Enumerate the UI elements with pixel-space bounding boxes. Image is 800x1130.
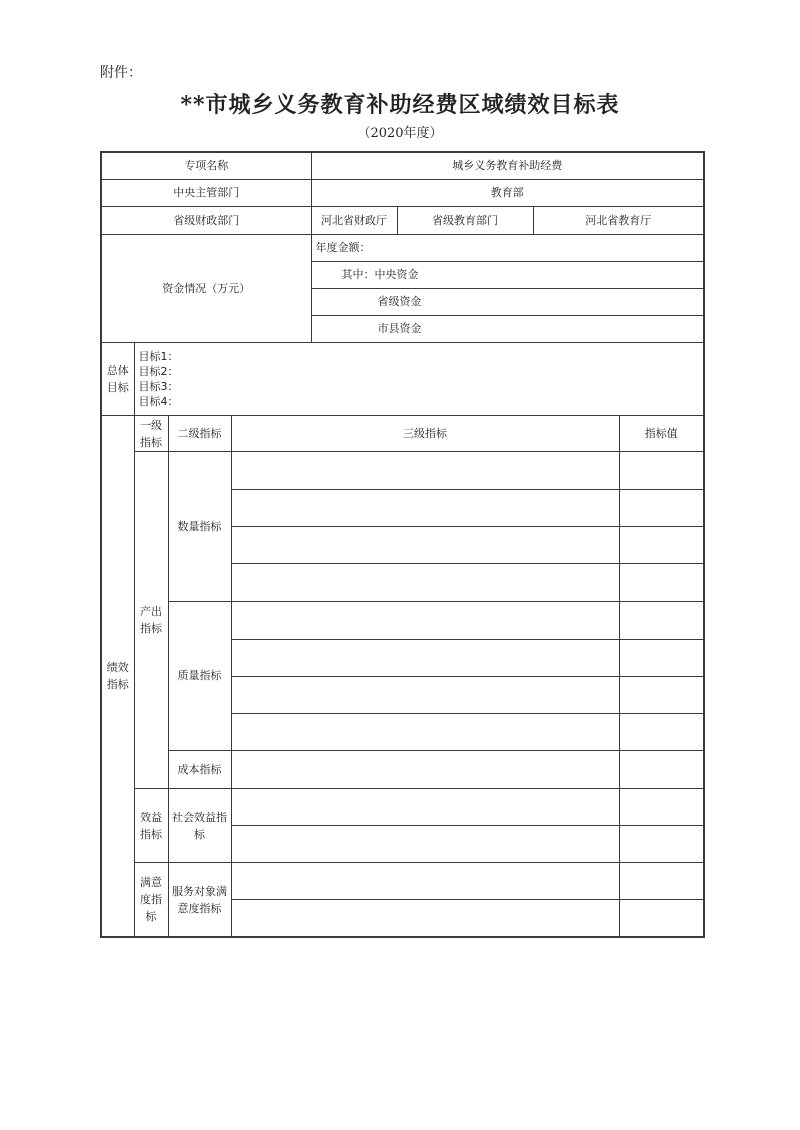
row-central-dept bbox=[101, 179, 704, 206]
table-row bbox=[101, 863, 704, 900]
level3-cell[interactable] bbox=[231, 826, 619, 863]
level3-cell[interactable] bbox=[231, 527, 619, 564]
central-dept-label: 中央主管部门 bbox=[101, 179, 311, 206]
central-dept-value: 教育部 bbox=[311, 179, 704, 206]
value-cell[interactable] bbox=[619, 789, 704, 826]
quantity-indicator-label: 数量指标 bbox=[168, 452, 231, 601]
provincial-finance-label: 省级财政部门 bbox=[101, 206, 311, 234]
benefit-indicator-label: 效益指标 bbox=[134, 789, 168, 863]
level1-header: 一级指标 bbox=[134, 416, 168, 452]
annual-amount-label: 年度金额： bbox=[311, 234, 704, 261]
value-cell[interactable] bbox=[619, 452, 704, 490]
level3-cell[interactable] bbox=[231, 639, 619, 676]
overall-goal-list bbox=[134, 342, 704, 415]
goal-1: 目标1： bbox=[138, 349, 179, 363]
level3-cell[interactable] bbox=[231, 789, 619, 826]
value-cell[interactable] bbox=[619, 863, 704, 900]
provincial-funds-label: 省级资金 bbox=[311, 288, 704, 315]
project-name-value: 城乡义务教育补助经费 bbox=[311, 152, 704, 179]
goal-3: 目标3： bbox=[138, 379, 179, 393]
table-row bbox=[101, 750, 704, 788]
row-project-name bbox=[101, 152, 704, 179]
overall-goal-label: 总体目标 bbox=[101, 342, 134, 415]
row-overall-goals bbox=[101, 342, 704, 415]
value-header: 指标值 bbox=[619, 416, 704, 452]
value-cell[interactable] bbox=[619, 639, 704, 676]
row-annual-amount bbox=[101, 234, 704, 261]
level3-cell[interactable] bbox=[231, 564, 619, 601]
level3-cell[interactable] bbox=[231, 601, 619, 639]
funding-label: 资金情况（万元） bbox=[101, 234, 311, 342]
output-indicator-label: 产出指标 bbox=[134, 452, 168, 789]
perf-indicator-label: 绩效指标 bbox=[101, 416, 134, 937]
social-benefit-label: 社会效益指标 bbox=[168, 789, 231, 863]
value-cell[interactable] bbox=[619, 826, 704, 863]
level3-cell[interactable] bbox=[231, 490, 619, 527]
level3-header: 三级指标 bbox=[231, 416, 619, 452]
table-row bbox=[101, 452, 704, 490]
level3-cell[interactable] bbox=[231, 750, 619, 788]
service-satisfaction-label: 服务对象满意度指标 bbox=[168, 863, 231, 937]
level3-cell[interactable] bbox=[231, 713, 619, 750]
level3-cell[interactable] bbox=[231, 676, 619, 713]
goal-2: 目标2： bbox=[138, 364, 179, 378]
goal-4: 目标4： bbox=[138, 394, 179, 408]
cost-indicator-label: 成本指标 bbox=[168, 750, 231, 788]
row-provincial-depts bbox=[101, 206, 704, 234]
table-row bbox=[101, 789, 704, 826]
value-cell[interactable] bbox=[619, 601, 704, 639]
performance-target-table bbox=[100, 151, 705, 938]
project-name-label: 专项名称 bbox=[101, 152, 311, 179]
satisfaction-indicator-label: 满意度指标 bbox=[134, 863, 168, 937]
provincial-edu-label: 省级教育部门 bbox=[397, 206, 533, 234]
city-county-funds-label: 市县资金 bbox=[311, 315, 704, 342]
level3-cell[interactable] bbox=[231, 452, 619, 490]
value-cell[interactable] bbox=[619, 750, 704, 788]
row-indicator-header bbox=[101, 416, 704, 452]
page-title: **市城乡义务教育补助经费区域绩效目标表 bbox=[180, 92, 620, 118]
year-subtitle: （2020年度） bbox=[357, 126, 443, 141]
value-cell[interactable] bbox=[619, 900, 704, 937]
value-cell[interactable] bbox=[619, 676, 704, 713]
central-funds-label: 其中：中央资金 bbox=[311, 261, 704, 288]
value-cell[interactable] bbox=[619, 713, 704, 750]
value-cell[interactable] bbox=[619, 527, 704, 564]
value-cell[interactable] bbox=[619, 490, 704, 527]
provincial-edu-value: 河北省教育厅 bbox=[533, 206, 704, 234]
level2-header: 二级指标 bbox=[168, 416, 231, 452]
quality-indicator-label: 质量指标 bbox=[168, 601, 231, 750]
provincial-finance-value: 河北省财政厅 bbox=[311, 206, 397, 234]
value-cell[interactable] bbox=[619, 564, 704, 601]
table-row bbox=[101, 601, 704, 639]
level3-cell[interactable] bbox=[231, 863, 619, 900]
level3-cell[interactable] bbox=[231, 900, 619, 937]
attachment-label: 附件： bbox=[100, 65, 142, 81]
